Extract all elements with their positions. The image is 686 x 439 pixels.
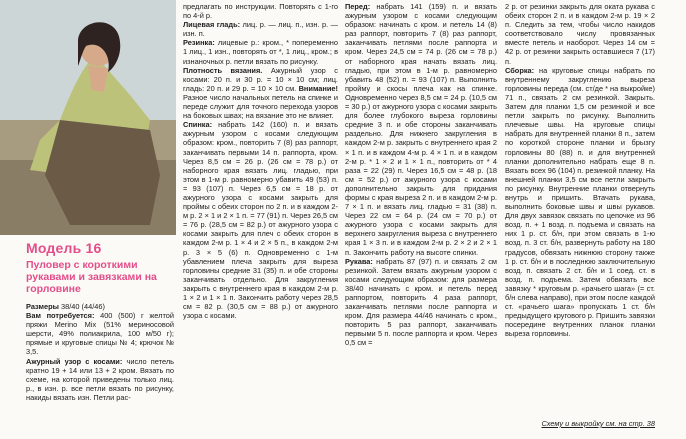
assembly-value: на круговые спицы набрать по внутреннему закруглению выреза горловины переда (см. ст/де * на выкройке) 71 п., связать 2 см резинкой. Закрыть. Затем для планки 1,5 см резинкой и все петли закрыть по рисунку. Выполнить плечевые швы. На круговые спицы набрать для внутренней планки 8 п., затем по короткой стороне планки и брызгу горловины 80 (88) п. и для внутренней планки дополнительно набрать еще 8 п. Вязать всех 96 (104) п. резинкой планку. На внешней планки 3,5 см все петли закрыть по рисунку. Внутренние планки отвернуть внутрь и пришить. Втачать рукава, выполнить боковые швы и швы рукавов. Для двух завязок связать по цепочке из 96 возд. п. + 1 возд. п. подъема и связать на них 1 р. ст. б/н, при этом связать в 1-ю возд. п. 3 ст. б/н, развернуть работу на 180 градусов, обвязать нижнюю сторону также 1 р. ст. б/н и в последнюю заключительную возд. п. связать 2 ст. б/н и 1 соед. ст. в возд. п. подъема. Затем обвязать все завязку * круговым р. «рачьего шага» (= ст. б/н слева направо), при этом после каждой ст. «рачьего шага» пропускать 1 ст. б/н предыдущего кругового р. Пришить завязки посередине внутренних планок планки выреза горловины. [505, 65, 655, 339]
yarn-label: Вам потребуется: [26, 311, 95, 321]
density-value: Ажурный узор с косами: 20 п. и 30 р. = 10 × 10 см; лиц. гладь: 20 п. и 29 р. = 10 × 10 см. [183, 65, 338, 93]
back-label: Спинка: [183, 120, 213, 130]
model-header [26, 240, 174, 302]
rib-value: лицевые р.: кром., * попеременно 1 лиц., 1 изн., повторять от *, 1 лиц., кром.; в изнаночных р. петли вязать по рисунку. [183, 38, 338, 66]
column-3 [345, 2, 497, 348]
sleeve-label: Рукава: [345, 256, 373, 266]
face-value: лиц. р. — лиц. п., изн. р. — изн. п. [183, 20, 338, 39]
column-4 [505, 2, 655, 338]
model-title: Модель 16 [26, 240, 102, 256]
assembly-label: Сборка: [505, 65, 535, 75]
column-2 [183, 2, 338, 320]
pattern-value: число петель кратно 19 + 14 или 13 + 2 кром. Вязать по схеме, на которой приведены только лиц. р., в изн. р. все петли вязать по рисунку, накиды вязать изн. Петли рас- [26, 356, 175, 402]
yarn-value: 400 (500) г желтой пряжи Merino Mix (51% мериносовой шерсти, 49% полиакрила, 100 м/50 г); прямые и круговые спицы № 4; крючок № 3,5. [26, 311, 175, 357]
attention-value: Разное число начальных петель на спинке и переде служит для точного перехода узоров на боковых швах; на вязание это не влияет. [183, 92, 338, 121]
model-photo [0, 0, 176, 235]
model-subtitle: Пуловер с короткими рукавами и завязками на горловине [26, 259, 157, 295]
sleeve-continued: 2 р. от резинки закрыть для оката рукава с обеих сторон 2 п. и в каждом 2-м р. 19 × 2 п. Следить за тем, чтобы число накидов соответствовало числу провязанных вместе петель и наоборот. Через 14 см = 42 р. от резинки закрыть оставшиеся 7 (17) п. [505, 2, 655, 66]
size-label: Размеры [26, 302, 59, 311]
column-1 [26, 302, 174, 402]
back-value: набрать 142 (160) п. и вязать ажурным узором с косами следующим образом: кром., повторить 7 (8) раз раппорт, заканчивать первыми 14 п. раппорта, кром. Через 8,5 см = 26 р. (26 см = 78 р.) от наборного края вязать лиц. гладью, при этом в 1-м р. равномерно убавить 49 (53) п. = 93 (107) п. Через 6,5 см = 18 р. от ажурного узора с косами закрыть для проймы с обеих сторон по 2 п. и в каждом 2-м р. 2 × 1 и 2 × 1 п. = 77 (91) п. Через 26,5 см = 76 р. (28,5 см = 82 р.) от ажурного узора с косами закрыть для плеч с обеих сторон в каждом 2-м р. 1 × 4 и 2 × 5 п., в каждом 2-м р. 3 × 5 (6) п. Одновременно с 1-м убавлением плеча закрыть для выреза горловины средние 31 (35) п. и обе стороны заканчивать отдельно. Для закругления закрыть с внутреннего края в каждом 2-м р. 1 × 2 и 1 × 1 п. Закончить работу через 28,5 см = 82 р. (30,5 см = 88 р.) от ажурного узора с косами. [183, 120, 338, 321]
photo-illustration [0, 0, 176, 235]
face-label: Лицевая гладь: [183, 20, 241, 30]
size-value: 38/40 (44/46) [58, 302, 105, 311]
intro-text: предлагать по инструкции. Повторять с 1-го по 4-й р. [183, 2, 338, 21]
density-label: Плотность вязания. [183, 65, 263, 75]
footer-reference: Схему и выкройку см. на стр. 38 [541, 419, 655, 428]
front-value: набрать 141 (159) п. и вязать ажурным узором с косами следующим образом: начинать с кром. и петель 14 (8) раз раппорт, повторить 7 (8) раз раппорт, заканчивать петлями после раппорта и кром. Через 24,5 см = 74 р. (26 см = 78 р.) от наборного края начать вязать лиц. гладью, при этом в 1-м р. равномерно убавить 48 (52) п. = 93 (107) п. Выполнить пройму и скосы плеча как на спинке. Одновременно через 8,5 см = 24 р. (10,5 см = 30 р.) от ажурного узора с косами закрыть для более глубокого выреза горловины средние 3 п. и обе стороны заканчивать раздельно. Для нижнего закругления в каждом 2-м р. закрыть с внутреннего края 2 × 1 п. и в каждом 4-м р. 4 × 1 п. и в каждом 2-м р. * 1 × 2 и 1 × 1 п., повторить от * 4 раза = 22 (29) п. Через 16,5 см = 48 р. (18 см = 52 р.) от ажурного узора с косами дополнительно закрыть для придания формы с края выреза 2 п. и в каждом 2-м р. 7 × 1 п. и вязать лиц. гладью = 31 (38) п. Через 22 см = 64 р. (24 см = 70 р.) от ажурного узора с косами закрыть для верхнего закругления выреза с внутреннего края 1 × 3 п. и в каждом 2-м р. 2 × 2 и 2 × 1 п. Закончить работу на высоте спинки. [345, 2, 497, 257]
attention-label: Внимание! [298, 83, 338, 93]
front-label: Перед: [345, 2, 371, 11]
sleeve-value: набрать 87 (97) п. и связать 2 см резинкой. Затем вязать ажурным узором с косами следующим образом: для размера 38/40 начинать с кром. и петель перед раппортом, повторить 4 раза раппорт, заканчивать петлями после раппорта и кром. Для размера 44/46 начинать с кром., повторить 5 раз раппорт, заканчивать первыми 5 п. после раппорта и кром. Через 0,5 см = [345, 256, 497, 348]
rib-label: Резинка: [183, 38, 215, 48]
pattern-label: Ажурный узор с косами: [26, 356, 123, 366]
